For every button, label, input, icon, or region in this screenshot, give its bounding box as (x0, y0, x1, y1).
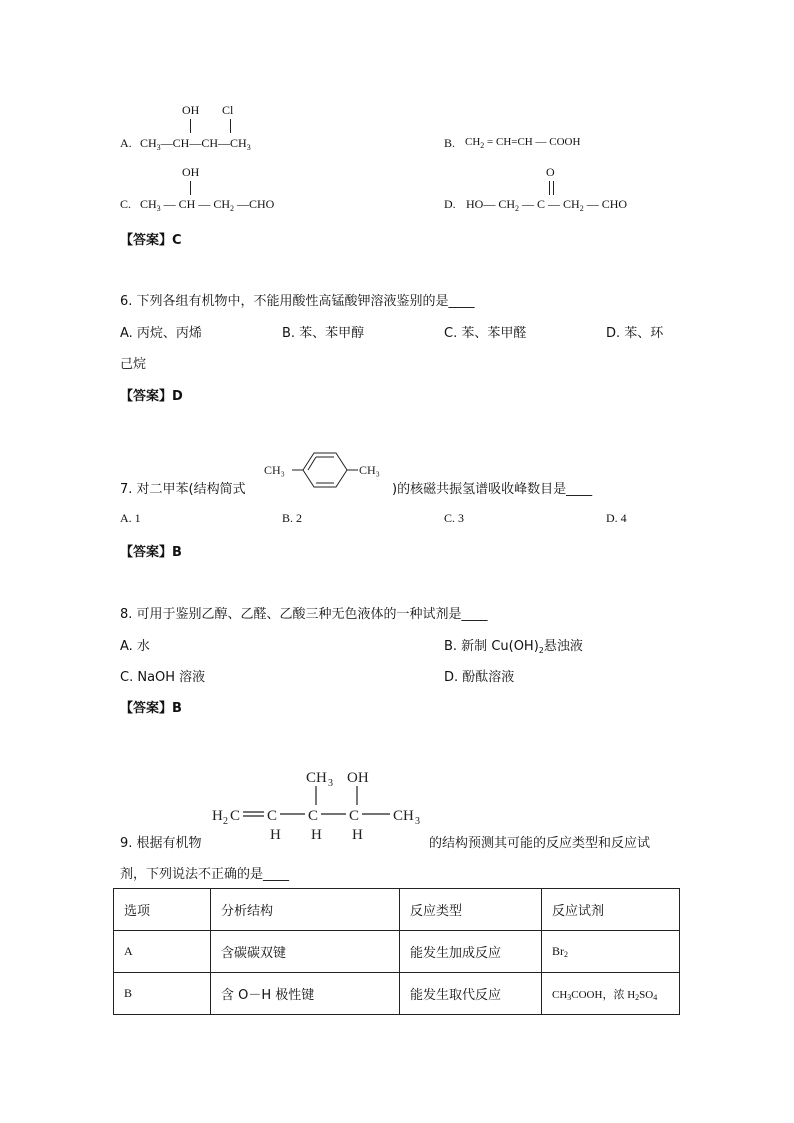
table-row (114, 973, 680, 1015)
q9-ch3-top-sub: 3 (328, 778, 333, 789)
q9-ch3-end-sub: 3 (415, 816, 420, 827)
table-row (114, 931, 680, 973)
table-cell-reagent: Br2 (542, 931, 680, 973)
q5-d-double-bond-1 (549, 181, 550, 195)
q5-c-bond (190, 181, 191, 195)
q7-benzene-ring (303, 453, 347, 487)
q5-a-formula: $CH_3—CH—CH—CH_3$ (140, 136, 251, 152)
q7-ch3-left: CH₃ (264, 463, 285, 477)
q5-b-formula: $CH_2 = CH=CH$ — COOH (465, 136, 581, 150)
q9-c4: C (349, 808, 360, 824)
q9-ch3-top: CH (306, 770, 327, 786)
q7-stem-before: 7. 对二甲苯(结构简式 (120, 482, 246, 497)
table-cell-reagent: CH3COOH，浓 H2SO4 (542, 973, 680, 1015)
q5-b-label: B. (444, 136, 456, 150)
q5-a-cl: Cl (222, 103, 234, 117)
q5-a-bond-2 (230, 119, 231, 133)
q5-answer: 【答案】C (120, 233, 182, 248)
table-header-reaction-type: 反应类型 (400, 889, 542, 931)
q7-option-b: B. 2 (282, 511, 303, 525)
q6-option-c: C. 苯、苯甲醛 (444, 326, 527, 341)
table-cell-reaction-type: 能发生加成反应 (400, 931, 542, 973)
q5-c-formula: $CH_3$ — CH — $CH_2$ —CHO (140, 197, 275, 213)
table-cell-reaction-type: 能发生取代反应 (400, 973, 542, 1015)
q5-d-oxygen: O (546, 165, 555, 179)
q9-stem-before: 9. 根据有机物 (120, 836, 202, 851)
table-cell-structure: 含碳碳双键 (211, 931, 400, 973)
q9-options-table (113, 888, 680, 1015)
q9-stem-line2: 剂，下列说法不正确的是____ (120, 867, 290, 882)
q9-h-c2: H (270, 827, 281, 842)
q9-c3: C (308, 808, 319, 824)
q9-c2: C (267, 808, 278, 824)
q6-answer: 【答案】D (120, 389, 183, 404)
q6-option-d: D. 苯、环 (606, 326, 664, 341)
q5-c-oh: OH (182, 165, 200, 179)
table-cell-option: A (114, 931, 211, 973)
q5-c-label: C. (120, 197, 132, 211)
q8-option-d: D. 酚酞溶液 (444, 670, 515, 685)
q5-a-label: A. (120, 136, 132, 150)
table-header-row (114, 889, 680, 931)
q9-structure (212, 762, 432, 842)
q5-d-formula: HO— $CH_2$ — C — $CH_2$ — CHO (466, 197, 628, 213)
q8-option-b: B. 新制 $Cu(OH)_2$悬浊液 (444, 639, 583, 655)
q5-a-bond-1 (190, 119, 191, 133)
q8-option-c: C. NaOH 溶液 (120, 670, 206, 685)
q9-h-c3: H (311, 827, 322, 842)
q7-option-d: D. 4 (606, 511, 627, 525)
q6-option-d-wrap: 己烷 (120, 357, 147, 372)
q6-option-a: A. 丙烷、丙烯 (120, 326, 202, 341)
q5-d-double-bond-2 (553, 181, 554, 195)
q6-option-b: B. 苯、苯甲醇 (282, 326, 365, 341)
q7-answer: 【答案】B (120, 545, 182, 560)
q8-answer: 【答案】B (120, 701, 182, 716)
q9-ch3-end: CH (393, 808, 414, 824)
q7-option-a: A. 1 (120, 511, 141, 525)
q9-oh-top: OH (347, 770, 369, 786)
q7-inner-bond-3 (308, 457, 316, 470)
q9-h2: H (212, 808, 223, 824)
q7-option-c: C. 3 (444, 511, 465, 525)
q7-stem-after: )的核磁共振氢谱吸收峰数目是____ (392, 482, 593, 497)
q9-h2-sub: 2 (223, 816, 228, 827)
table-cell-structure: 含 O－H 极性键 (211, 973, 400, 1015)
q7-ch3-right: CH₃ (359, 463, 380, 477)
table-header-option: 选项 (114, 889, 211, 931)
table-cell-option: B (114, 973, 211, 1015)
table-header-structure: 分析结构 (211, 889, 400, 931)
table-header-reagent: 反应试剂 (542, 889, 680, 931)
q6-stem: 6. 下列各组有机物中，不能用酸性高锰酸钾溶液鉴别的是____ (120, 294, 475, 309)
q9-c1: C (230, 808, 241, 824)
q8-stem: 8. 可用于鉴别乙醇、乙醛、乙酸三种无色液体的一种试剂是____ (120, 607, 488, 622)
q5-a-oh: OH (182, 103, 200, 117)
q9-stem-after: 的结构预测其可能的反应类型和反应试 (429, 836, 651, 851)
q9-h-c4: H (352, 827, 363, 842)
q5-d-label: D. (444, 197, 456, 211)
q7-paraxylene-structure (262, 447, 392, 497)
q8-option-a: A. 水 (120, 639, 150, 654)
